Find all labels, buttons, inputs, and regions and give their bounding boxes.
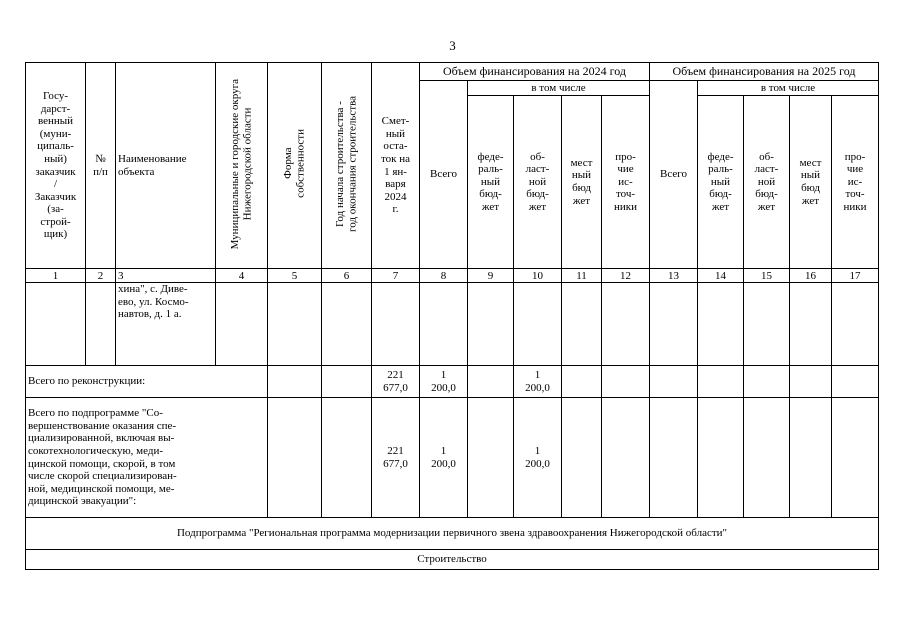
header-local-2025: мест ный бюд жет	[790, 96, 832, 269]
financing-table	[25, 62, 879, 570]
col-number: 1	[26, 269, 86, 283]
page-number: 3	[449, 38, 456, 53]
header-local-2024: мест ный бюд жет	[562, 96, 602, 269]
col-number: 10	[514, 269, 562, 283]
table-row	[26, 550, 879, 570]
header-other-2024: про- чие ис- точ- ники	[602, 96, 650, 269]
header-total-2025: Всего	[650, 81, 698, 269]
reconstruction-estimate: 221 677,0	[372, 366, 420, 398]
reconstruction-regional-2024: 1 200,0	[514, 366, 562, 398]
col-number: 13	[650, 269, 698, 283]
header-years: Год начала строительства - год окончания строительства	[322, 63, 372, 269]
table-row	[26, 398, 879, 518]
col-number: 4	[216, 269, 268, 283]
header-customer: Госу- дарст- венный (муни- ципаль- ный) заказчик / Заказчик (за- строй- щик)	[26, 63, 86, 269]
col-number: 16	[790, 269, 832, 283]
reconstruction-total-2024: 1 200,0	[420, 366, 468, 398]
header-municipal: Муниципальные и городские округа Нижегородской области	[216, 63, 268, 269]
table-row	[26, 518, 879, 550]
col-number: 14	[698, 269, 744, 283]
col-number: 8	[420, 269, 468, 283]
reconstruction-total-label: Всего по реконструкции:	[26, 366, 268, 398]
col-number: 6	[322, 269, 372, 283]
col-number: 17	[832, 269, 879, 283]
col-number: 11	[562, 269, 602, 283]
subprogram-regional-2024: 1 200,0	[514, 398, 562, 518]
construction-heading: Строительство	[26, 550, 879, 570]
header-including-2024: в том числе	[468, 81, 650, 96]
header-fin-2025: Объем финансирования на 2025 год	[650, 63, 879, 81]
col-number: 12	[602, 269, 650, 283]
header-federal-2024: феде- раль- ный бюд- жет	[468, 96, 514, 269]
header-other-2025: про- чие ис- точ- ники	[832, 96, 879, 269]
subprogram-total-2024: 1 200,0	[420, 398, 468, 518]
header-name: Наименование объекта	[116, 63, 216, 269]
header-estimate: Смет- ный оста- ток на 1 ян- варя 2024 г.	[372, 63, 420, 269]
header-total-2024: Всего	[420, 81, 468, 269]
object-name: хина", с. Диве- ево, ул. Космо- навтов, д. 1 а.	[116, 283, 216, 366]
header-regional-2025: об- ласт- ной бюд- жет	[744, 96, 790, 269]
subprogram-estimate: 221 677,0	[372, 398, 420, 518]
subprogram-heading: Подпрограмма "Региональная программа модернизации первичного звена здравоохранения Нижегородской области"	[26, 518, 879, 550]
header-including-2025: в том числе	[698, 81, 879, 96]
header-regional-2024: об- ласт- ной бюд- жет	[514, 96, 562, 269]
header-num: № п/п	[86, 63, 116, 269]
col-number: 9	[468, 269, 514, 283]
header-ownership: Форма собственности	[268, 63, 322, 269]
col-number: 15	[744, 269, 790, 283]
header-fin-2024: Объем финансирования на 2024 год	[420, 63, 650, 81]
col-number: 2	[86, 269, 116, 283]
table-row	[26, 366, 879, 398]
subprogram-total-label: Всего по подпрограмме "Со- вершенствование оказания спе- циализированной, включая вы- сокотехнологическую, меди- цинской помощи, скорой, в том числе скорой специализирован- ной, медицинской помощи, ме- дицинской эвакуации":	[26, 398, 268, 518]
table-row	[26, 283, 879, 366]
column-numbers-row	[26, 269, 879, 283]
header-federal-2025: феде- раль- ный бюд- жет	[698, 96, 744, 269]
col-number: 7	[372, 269, 420, 283]
col-number: 3	[116, 269, 216, 283]
col-number: 5	[268, 269, 322, 283]
